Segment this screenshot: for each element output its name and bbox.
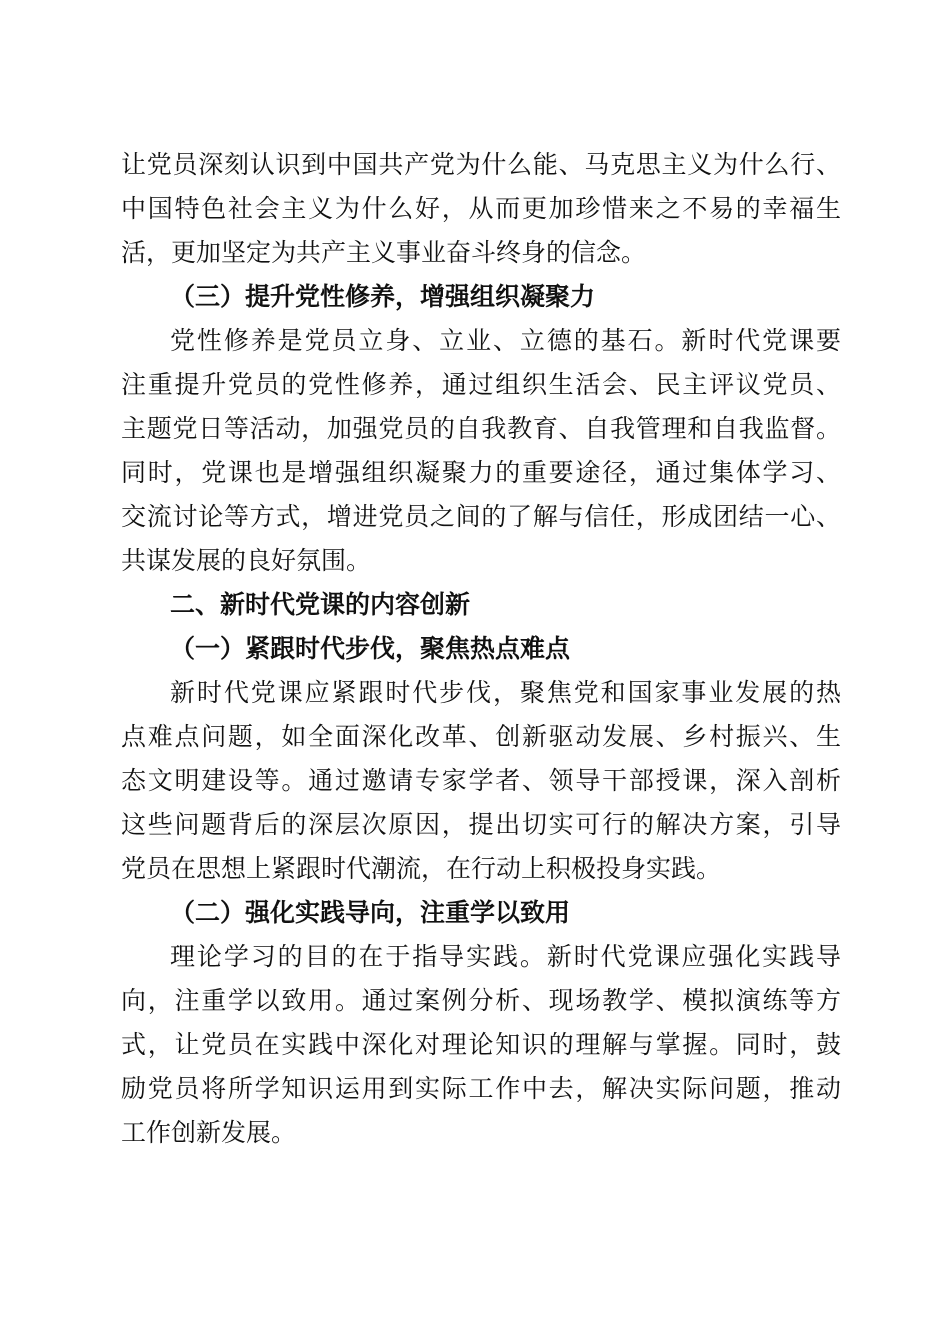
section-heading-1: （一）紧跟时代步伐，聚焦热点难点	[170, 634, 571, 663]
paragraph-line: 主题党日等活动，加强党员的自我教育、自我管理和自我监督。	[121, 414, 841, 443]
paragraph-line: 注重提升党员的党性修养，通过组织生活会、民主评议党员、	[121, 370, 841, 399]
paragraph-line: 向，注重学以致用。通过案例分析、现场教学、模拟演练等方	[121, 986, 841, 1015]
paragraph-line: 共谋发展的良好氛围。	[121, 546, 372, 575]
section-heading-2: （二）强化实践导向，注重学以致用	[170, 898, 571, 927]
paragraph-line: 党性修养是党员立身、立业、立德的基石。新时代党课要	[170, 326, 841, 355]
paragraph-line: 同时，党课也是增强组织凝聚力的重要途径，通过集体学习、	[121, 458, 841, 487]
paragraph-line: 活，更加坚定为共产主义事业奋斗终身的信念。	[121, 238, 647, 267]
paragraph-line: 态文明建设等。通过邀请专家学者、领导干部授课，深入剖析	[121, 766, 841, 795]
paragraph-line: 交流讨论等方式，增进党员之间的了解与信任，形成团结一心、	[121, 502, 841, 531]
paragraph-line: 工作创新发展。	[121, 1118, 297, 1147]
chapter-heading-2: 二、新时代党课的内容创新	[170, 590, 471, 619]
paragraph-line: 理论学习的目的在于指导实践。新时代党课应强化实践导	[170, 942, 841, 971]
paragraph-line: 式，让党员在实践中深化对理论知识的理解与掌握。同时，鼓	[121, 1030, 841, 1059]
paragraph-line: 点难点问题，如全面深化改革、创新驱动发展、乡村振兴、生	[121, 722, 841, 751]
paragraph-line: 党员在思想上紧跟时代潮流，在行动上积极投身实践。	[121, 854, 722, 883]
paragraph-line: 励党员将所学知识运用到实际工作中去，解决实际问题，推动	[121, 1074, 841, 1103]
section-heading-3: （三）提升党性修养，增强组织凝聚力	[170, 282, 596, 311]
paragraph-line: 让党员深刻认识到中国共产党为什么能、马克思主义为什么行、	[121, 150, 841, 179]
paragraph-line: 新时代党课应紧跟时代步伐，聚焦党和国家事业发展的热	[170, 678, 841, 707]
paragraph-line: 这些问题背后的深层次原因，提出切实可行的解决方案，引导	[121, 810, 841, 839]
paragraph-line: 中国特色社会主义为什么好，从而更加珍惜来之不易的幸福生	[121, 194, 841, 223]
